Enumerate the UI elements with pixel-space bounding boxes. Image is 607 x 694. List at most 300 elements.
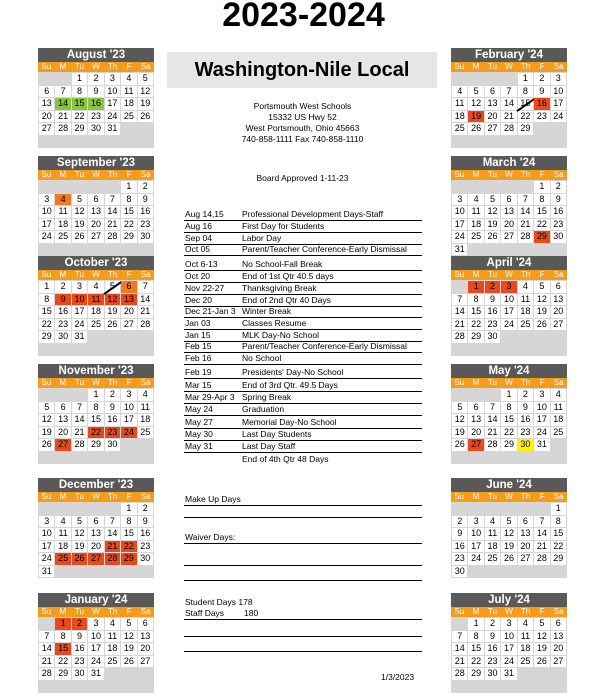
empty-day: [468, 681, 483, 693]
calendar-day: 11: [55, 528, 70, 540]
event-description: Last Day Students: [242, 429, 312, 439]
event-row: [184, 341, 422, 353]
weekday-header: [451, 492, 567, 502]
empty-day: [138, 439, 153, 451]
calendar-day: 15: [501, 414, 516, 426]
calendar-day: 28: [105, 553, 120, 565]
calendar-day: 22: [518, 111, 533, 123]
calendar-day: 27: [551, 319, 566, 331]
empty-day: [88, 136, 103, 148]
calendar-day: 27: [138, 656, 153, 668]
calendar-day: 2: [88, 73, 103, 85]
event-description: Parent/Teacher Conference-Early Dismissal: [242, 244, 407, 254]
month-title: March '24: [451, 156, 567, 170]
calendar-day: 17: [88, 643, 103, 655]
calendar-day: 20: [501, 219, 516, 231]
weekday-label: Th: [520, 170, 531, 179]
calendar-day: 20: [138, 643, 153, 655]
month-calendar: [451, 478, 567, 578]
calendar-day: 17: [501, 643, 516, 655]
event-date: Feb 16: [185, 353, 212, 363]
empty-day: [55, 136, 70, 148]
weekday-label: Th: [107, 492, 118, 501]
event-date: Aug 14,15: [185, 209, 224, 219]
calendar-day: 14: [534, 528, 549, 540]
calendar-day: 9: [72, 631, 87, 643]
empty-day: [534, 503, 549, 515]
calendar-day: 21: [72, 427, 87, 439]
calendar-day: 15: [72, 98, 87, 110]
calendar-day: 8: [39, 294, 54, 306]
calendar-day: 13: [138, 631, 153, 643]
calendar-day: 23: [138, 219, 153, 231]
calendar-day: 12: [138, 86, 153, 98]
empty-day: [105, 566, 120, 578]
calendar-day: 28: [452, 331, 467, 343]
calendar-day: 21: [105, 219, 120, 231]
empty-day: [452, 281, 467, 293]
calendar-day: 14: [105, 528, 120, 540]
event-date: Jan 15: [185, 330, 211, 340]
calendar-day: 30: [551, 231, 566, 243]
weekday-header: [451, 270, 567, 280]
address-line: Portsmouth West Schools: [253, 101, 352, 111]
calendar-day: 27: [88, 553, 103, 565]
calendar-year-title: 2023-2024: [222, 0, 385, 34]
calendar-day: 28: [72, 439, 87, 451]
calendar-day: 19: [485, 219, 500, 231]
weekday-label: Su: [454, 492, 465, 501]
calendar-day: 29: [501, 439, 516, 451]
event-row: [184, 441, 422, 453]
calendar-day: 13: [518, 528, 533, 540]
calendar-day: 4: [518, 618, 533, 630]
calendar-day: 16: [138, 206, 153, 218]
calendar-day: 28: [39, 668, 54, 680]
divider: [184, 580, 422, 581]
divider: [184, 505, 422, 506]
event-description: End of 1st Qtr 40.5 days: [242, 271, 334, 281]
calendar-day: 7: [485, 402, 500, 414]
calendar-day: 26: [39, 439, 54, 451]
empty-day: [534, 566, 549, 578]
weekday-label: Tu: [487, 492, 497, 501]
calendar-day: 22: [121, 219, 136, 231]
calendar-day: 26: [105, 319, 120, 331]
calendar-day: 24: [88, 656, 103, 668]
calendar-day: 19: [452, 427, 467, 439]
event-date: Nov 22-27: [185, 283, 225, 293]
day-grid: [451, 502, 567, 578]
divider: [184, 651, 422, 652]
event-row: [184, 271, 422, 283]
calendar-day: 19: [468, 111, 483, 123]
month-calendar: [38, 593, 154, 693]
calendar-day: 13: [485, 98, 500, 110]
calendar-day: 2: [72, 618, 87, 630]
event-description: Winter Break: [242, 306, 292, 316]
empty-day: [551, 566, 566, 578]
calendar-day: 20: [468, 427, 483, 439]
calendar-day: 16: [534, 98, 549, 110]
calendar-day: 14: [452, 643, 467, 655]
empty-day: [468, 136, 483, 148]
calendar-day: 10: [452, 206, 467, 218]
calendar-day: 25: [452, 123, 467, 135]
calendar-day: 1: [518, 73, 533, 85]
month-title: July '24: [451, 593, 567, 607]
weekday-label: F: [126, 270, 132, 279]
makeup-days-label: Make Up Days: [185, 494, 241, 504]
empty-day: [452, 136, 467, 148]
weekday-label: Sa: [553, 270, 564, 279]
month-calendar: [451, 364, 567, 464]
day-grid: [38, 388, 154, 464]
empty-day: [55, 344, 70, 356]
calendar-day: 3: [551, 73, 566, 85]
board-approved-note: Board Approved 1-11-23: [256, 173, 349, 183]
weekday-label: Th: [520, 270, 531, 279]
empty-day: [39, 681, 54, 693]
calendar-day: 19: [72, 219, 87, 231]
divider: [184, 543, 422, 544]
event-date: Dec 20: [185, 295, 212, 305]
empty-day: [138, 566, 153, 578]
calendar-day: 18: [518, 643, 533, 655]
empty-day: [518, 181, 533, 193]
calendar-day: 15: [534, 206, 549, 218]
calendar-day: 27: [501, 231, 516, 243]
weekday-label: Su: [41, 492, 52, 501]
calendar-day: 30: [452, 566, 467, 578]
calendar-day: 26: [534, 319, 549, 331]
weekday-header: [38, 170, 154, 180]
empty-day: [72, 681, 87, 693]
calendar-day: 29: [121, 231, 136, 243]
calendar-day: 26: [452, 439, 467, 451]
calendar-day: 17: [121, 414, 136, 426]
event-date: Dec 21-Jan 3: [185, 306, 236, 316]
month-calendar: [38, 156, 154, 256]
calendar-day: 13: [121, 294, 136, 306]
calendar-day: 31: [72, 331, 87, 343]
weekday-header: [38, 607, 154, 617]
empty-day: [501, 681, 516, 693]
calendar-day: 17: [551, 98, 566, 110]
weekday-label: Tu: [487, 62, 497, 71]
address-line: West Portsmouth, Ohio 45663: [245, 123, 360, 133]
calendar-day: 3: [452, 194, 467, 206]
day-grid: [38, 180, 154, 256]
calendar-day: 8: [121, 516, 136, 528]
calendar-day: 22: [88, 427, 103, 439]
weekday-label: F: [126, 62, 132, 71]
day-grid: [38, 72, 154, 148]
calendar-day: 6: [88, 194, 103, 206]
empty-day: [551, 244, 566, 256]
weekday-label: Sa: [140, 378, 151, 387]
calendar-day: 6: [468, 402, 483, 414]
empty-day: [55, 244, 70, 256]
calendar-day: 16: [88, 98, 103, 110]
calendar-day: 1: [39, 281, 54, 293]
calendar-day: 8: [468, 631, 483, 643]
empty-day: [501, 344, 516, 356]
calendar-day: 6: [138, 618, 153, 630]
calendar-day: 23: [72, 656, 87, 668]
weekday-header: [38, 62, 154, 72]
weekday-label: W: [92, 170, 100, 179]
calendar-day: 10: [534, 402, 549, 414]
waiver-days-label: Waiver Days:: [185, 532, 236, 542]
weekday-label: F: [126, 492, 132, 501]
calendar-day: 8: [72, 86, 87, 98]
calendar-day: 3: [468, 516, 483, 528]
empty-day: [518, 136, 533, 148]
calendar-day: 6: [501, 194, 516, 206]
event-row: [184, 417, 422, 429]
event-description: Presidents' Day-No School: [242, 367, 344, 377]
calendar-day: 14: [39, 643, 54, 655]
weekday-header: [38, 492, 154, 502]
month-calendar: [451, 256, 567, 356]
calendar-day: 24: [452, 231, 467, 243]
weekday-label: W: [92, 607, 100, 616]
weekday-label: Sa: [140, 492, 151, 501]
calendar-day: 30: [55, 331, 70, 343]
calendar-day: 27: [551, 656, 566, 668]
calendar-day: 12: [72, 528, 87, 540]
calendar-day: 11: [138, 402, 153, 414]
empty-day: [518, 681, 533, 693]
revision-date: 1/3/2023: [381, 672, 415, 682]
calendar-day: 2: [485, 618, 500, 630]
weekday-label: W: [92, 378, 100, 387]
empty-day: [452, 618, 467, 630]
calendar-day: 30: [485, 668, 500, 680]
weekday-label: Sa: [553, 492, 564, 501]
event-row: [184, 367, 422, 379]
empty-day: [468, 389, 483, 401]
calendar-day: 12: [121, 631, 136, 643]
empty-day: [501, 136, 516, 148]
calendar-day: 17: [105, 98, 120, 110]
calendar-day: 25: [551, 427, 566, 439]
empty-day: [501, 331, 516, 343]
divider: [184, 619, 422, 620]
calendar-day: 6: [485, 86, 500, 98]
calendar-day: 28: [138, 319, 153, 331]
calendar-day: 26: [501, 553, 516, 565]
calendar-day: 13: [88, 206, 103, 218]
month-title: October '23: [38, 256, 154, 270]
calendar-day: 7: [105, 194, 120, 206]
calendar-day: 12: [468, 98, 483, 110]
empty-day: [105, 244, 120, 256]
weekday-label: Su: [454, 170, 465, 179]
weekday-label: F: [539, 492, 545, 501]
weekday-label: M: [472, 270, 480, 279]
phone-fax-line: 740-858-1111 Fax 740-858-1110: [241, 134, 364, 144]
calendar-day: 24: [551, 111, 566, 123]
empty-day: [534, 123, 549, 135]
empty-day: [485, 452, 500, 464]
calendar-day: 25: [518, 656, 533, 668]
calendar-day: 18: [485, 541, 500, 553]
empty-day: [39, 244, 54, 256]
empty-day: [452, 181, 467, 193]
calendar-day: 8: [551, 516, 566, 528]
calendar-day: 20: [88, 219, 103, 231]
weekday-label: M: [59, 492, 67, 501]
calendar-day: 30: [105, 439, 120, 451]
calendar-day: 31: [105, 123, 120, 135]
calendar-day: 21: [105, 541, 120, 553]
weekday-label: Su: [454, 378, 465, 387]
empty-day: [121, 681, 136, 693]
calendar-day: 28: [55, 123, 70, 135]
calendar-day: 1: [121, 503, 136, 515]
calendar-day: 11: [518, 631, 533, 643]
calendar-day: 15: [121, 528, 136, 540]
empty-day: [551, 331, 566, 343]
calendar-day: 21: [452, 656, 467, 668]
calendar-day: 1: [88, 389, 103, 401]
calendar-day: 7: [55, 86, 70, 98]
empty-day: [534, 668, 549, 680]
calendar-day: 25: [485, 553, 500, 565]
calendar-day: 11: [468, 206, 483, 218]
calendar-day: 25: [121, 111, 136, 123]
calendar-day: 20: [551, 643, 566, 655]
calendar-day: 3: [121, 389, 136, 401]
calendar-day: 3: [88, 618, 103, 630]
weekday-label: Th: [520, 492, 531, 501]
calendar-day: 2: [551, 181, 566, 193]
calendar-day: 8: [121, 194, 136, 206]
calendar-day: 5: [534, 281, 549, 293]
weekday-label: Tu: [74, 62, 84, 71]
calendar-day: 6: [551, 618, 566, 630]
empty-day: [88, 566, 103, 578]
weekday-label: Su: [41, 62, 52, 71]
weekday-label: Th: [107, 62, 118, 71]
calendar-day: 25: [518, 319, 533, 331]
event-row: [184, 244, 422, 256]
calendar-day: 14: [55, 98, 70, 110]
calendar-day: 13: [39, 98, 54, 110]
empty-day: [105, 136, 120, 148]
empty-day: [534, 331, 549, 343]
month-calendar: [38, 364, 154, 464]
calendar-day: 29: [518, 123, 533, 135]
event-description: Thanksgiving Break: [242, 283, 317, 293]
empty-day: [39, 503, 54, 515]
calendar-day: 2: [534, 73, 549, 85]
day-grid: [38, 280, 154, 356]
calendar-day: 1: [121, 181, 136, 193]
calendar-day: 20: [88, 541, 103, 553]
weekday-label: W: [505, 378, 513, 387]
calendar-day: 20: [485, 111, 500, 123]
weekday-label: Tu: [74, 170, 84, 179]
calendar-day: 22: [39, 319, 54, 331]
calendar-day: 3: [72, 281, 87, 293]
calendar-day: 26: [138, 111, 153, 123]
calendar-day: 16: [485, 643, 500, 655]
weekday-label: F: [126, 378, 132, 387]
empty-day: [452, 681, 467, 693]
calendar-day: 8: [518, 86, 533, 98]
calendar-day: 11: [485, 528, 500, 540]
event-date: Sep 04: [185, 233, 212, 243]
calendar-day: 18: [551, 414, 566, 426]
event-description: First Day for Students: [242, 221, 325, 231]
empty-day: [485, 566, 500, 578]
calendar-day: 15: [468, 306, 483, 318]
calendar-day: 20: [551, 306, 566, 318]
weekday-header: [38, 270, 154, 280]
empty-day: [452, 389, 467, 401]
calendar-day: 13: [55, 414, 70, 426]
event-row: [184, 454, 422, 465]
calendar-day: 22: [72, 111, 87, 123]
weekday-label: Sa: [553, 62, 564, 71]
calendar-day: 10: [551, 86, 566, 98]
weekday-label: W: [505, 607, 513, 616]
calendar-day: 31: [39, 566, 54, 578]
calendar-day: 15: [88, 414, 103, 426]
calendar-day: 11: [55, 206, 70, 218]
empty-day: [518, 331, 533, 343]
calendar-day: 8: [534, 194, 549, 206]
calendar-day: 29: [551, 553, 566, 565]
calendar-day: 5: [468, 86, 483, 98]
calendar-day: 3: [105, 73, 120, 85]
event-description: No School-Fall Break: [242, 259, 323, 269]
calendar-day: 18: [105, 643, 120, 655]
calendar-day: 29: [468, 668, 483, 680]
calendar-day: 18: [468, 219, 483, 231]
calendar-day: 11: [452, 98, 467, 110]
empty-day: [138, 123, 153, 135]
calendar-day: 30: [138, 231, 153, 243]
empty-day: [485, 136, 500, 148]
event-row: [184, 221, 422, 233]
calendar-day: 23: [138, 541, 153, 553]
calendar-day: 21: [39, 656, 54, 668]
event-description: Parent/Teacher Conference-Early Dismissal: [242, 341, 407, 351]
calendar-day: 23: [551, 219, 566, 231]
weekday-label: Su: [454, 62, 465, 71]
weekday-header: [451, 607, 567, 617]
calendar-day: 31: [88, 668, 103, 680]
empty-day: [88, 452, 103, 464]
weekday-label: F: [126, 607, 132, 616]
calendar-day: 7: [534, 516, 549, 528]
weekday-label: Tu: [74, 378, 84, 387]
calendar-day: 7: [452, 631, 467, 643]
calendar-day: 25: [138, 427, 153, 439]
calendar-day: 30: [88, 123, 103, 135]
event-date: Oct 20: [185, 271, 211, 281]
empty-day: [452, 73, 467, 85]
empty-day: [468, 452, 483, 464]
empty-day: [468, 181, 483, 193]
empty-day: [72, 389, 87, 401]
weekday-label: Sa: [140, 62, 151, 71]
calendar-day: 20: [518, 541, 533, 553]
